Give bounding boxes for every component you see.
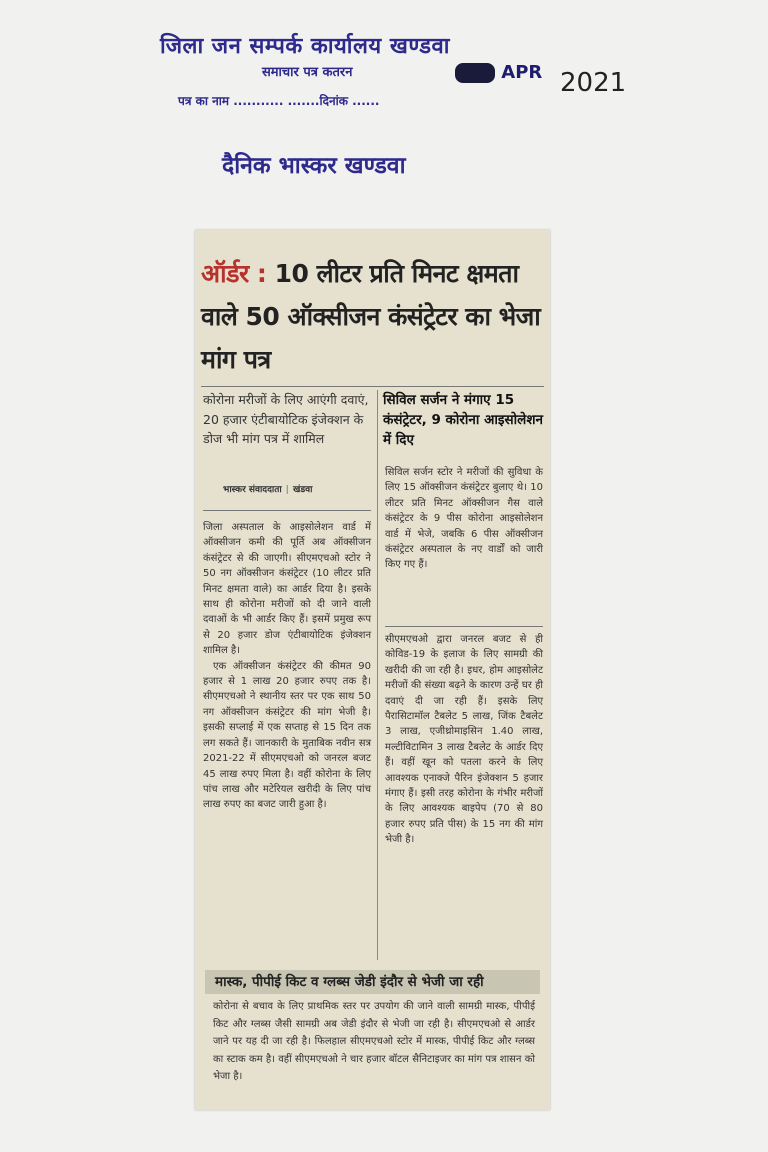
article-column-2-top bbox=[385, 465, 543, 573]
office-stamp-title: जिला जन सम्पर्क कार्यालय खण्डवा bbox=[160, 34, 450, 59]
section-divider bbox=[385, 626, 543, 627]
office-stamp-paper-line: पत्र का नाम ........... .......दिनांक ...... bbox=[178, 94, 380, 108]
byline-reporter: भास्कर संवाददाता bbox=[223, 485, 282, 495]
paragraph: सीएमएचओ द्वारा जनरल बजट से ही कोविड-19 के इलाज के लिए सामग्री की खरीदी की जा रही है। इधर, होम आइसोलेट मरीजों की संख्या बढ़ने के कारण उन्हें घर ही दवाएं दी जा रही हैं। इसके लिए पैरासिटामॉल टैबलेट 5 लाख, जिंक टैबलेट 3 लाख, एजीथ्रोमाइसिन 1.40 लाख, मल्टीविटामिन 3 लाख टैबलेट के आर्डर दिए हैं। वहीं खून को पतला करने के लिए आवश्यक एनाक्जे पैरिन इंजेक्शन 5 हजार मंगाए हैं। इसी तरह कोरोना के गंभीर मरीजों के लिए आवश्यक बाइपेप (70 से 80 हजार रुपए प्रति पीस) के 15 नग की मांग भेजी है। bbox=[385, 634, 543, 846]
headline bbox=[201, 252, 546, 381]
headline-text: 10 लीटर प्रति मिनट क्षमता वाले 50 ऑक्सीजन कंसंट्रेटर का भेजा मांग पत्र bbox=[201, 259, 541, 374]
date-stamp bbox=[455, 62, 542, 83]
date-stamp-month: APR bbox=[501, 62, 543, 83]
boxed-section-heading: मास्क, पीपीई किट व ग्लब्स जेडी इंदौर से भेजी जा रही bbox=[205, 970, 540, 994]
paragraph: एक ऑक्सीजन कंसंट्रेटर की कीमत 90 हजार से 1 लाख 20 हजार रुपए तक है। सीएमएचओ ने स्थानीय स्तर पर एक साथ 50 नग ऑक्सीजन कंसंट्रेटर की मांग भेजी है। इसकी सप्लाई में एक सप्ताह से 15 दिन तक लग सकते हैं। जानकारी के मुताबिक नवीन सत्र 2021-22 में सीएमएचओ को जनरल बजट 45 लाख रुपए मिला है। वहीं कोरोना के लिए पांच लाख और मटेरियल खरीदी के लिए पांच लाख रुपए का बजट जारी हुआ है। bbox=[203, 660, 371, 811]
byline-place: खंडवा bbox=[292, 485, 313, 495]
byline: भास्कर संवाददाता | खंडवा bbox=[223, 485, 313, 495]
headline-divider bbox=[201, 386, 544, 387]
article-column-2-bottom bbox=[385, 632, 543, 848]
column-divider bbox=[377, 390, 378, 960]
subheadline-deck: कोरोना मरीजों के लिए आएंगी दवाएं, 20 हजार एंटीबायोटिक इंजेक्शन के डोज भी मांग पत्र में शामिल bbox=[203, 392, 369, 446]
byline-divider bbox=[203, 510, 371, 511]
headline-order-label: ऑर्डर : bbox=[201, 259, 267, 288]
boxed-section-body: कोरोना से बचाव के लिए प्राथमिक स्तर पर उपयोग की जाने वाली सामग्री मास्क, पीपीई किट और ग्लब्स जैसी सामग्री अब जेडी इंदौर से भेजी जा रही है। सीएमएचओ से आर्डर जाने पर यह दी जा रही है। फिलहाल सीएमएचओ स्टोर में मास्क, पीपीई किट और ग्लब्स का स्टाक कम है। वहीं सीएमएचओ ने चार हजार बॉटल सैनिटाइजर का मांग पत्र शासन को भेजा है। bbox=[213, 1001, 535, 1082]
news-clipping bbox=[195, 230, 550, 1110]
newspaper-name-stamp: दैनिक भास्कर खण्डवा bbox=[222, 153, 406, 179]
handwritten-year: 2021 bbox=[560, 68, 627, 98]
paragraph: सिविल सर्जन स्टोर ने मरीजों की सुविधा के लिए 15 ऑक्सीजन कंसंट्रेटर बुलाए थे। 10 लीटर प्रति मिनट ऑक्सीजन गैस वाले कंसंट्रेटर के 9 पीस कोरोना आइसोलेशन वार्ड में भेजे, जबकि 6 पीस ऑक्सीजन कंसंट्रेटर अस्पताल के नए वार्डों को जारी किए गए हैं। bbox=[385, 467, 543, 571]
date-stamp-day-smudge bbox=[455, 63, 495, 83]
second-subheadline: सिविल सर्जन ने मंगाए 15 कंसंट्रेटर, 9 कोरोना आइसोलेशन में दिए bbox=[383, 392, 543, 448]
article-column-1 bbox=[203, 520, 371, 813]
office-stamp-dept: समाचार पत्र कतरन bbox=[262, 65, 353, 80]
paragraph: जिला अस्पताल के आइसोलेशन वार्ड में ऑक्सीजन कमी की पूर्ति अब ऑक्सीजन कंसंट्रेटर से की जाएगी। सीएमएचओ स्टोर ने 50 नग ऑक्सीजन कंसंट्रेटर (10 लीटर प्रति मिनट क्षमता वाले) का आर्डर दिया है। इसके साथ ही कोरोना मरीजों को दी जाने वाली दवाओं के भी आर्डर किए हैं। इसमें प्रमुख रूप से 20 हजार डोज एंटीबायोटिक इंजेक्शन शामिल है। bbox=[203, 522, 371, 657]
